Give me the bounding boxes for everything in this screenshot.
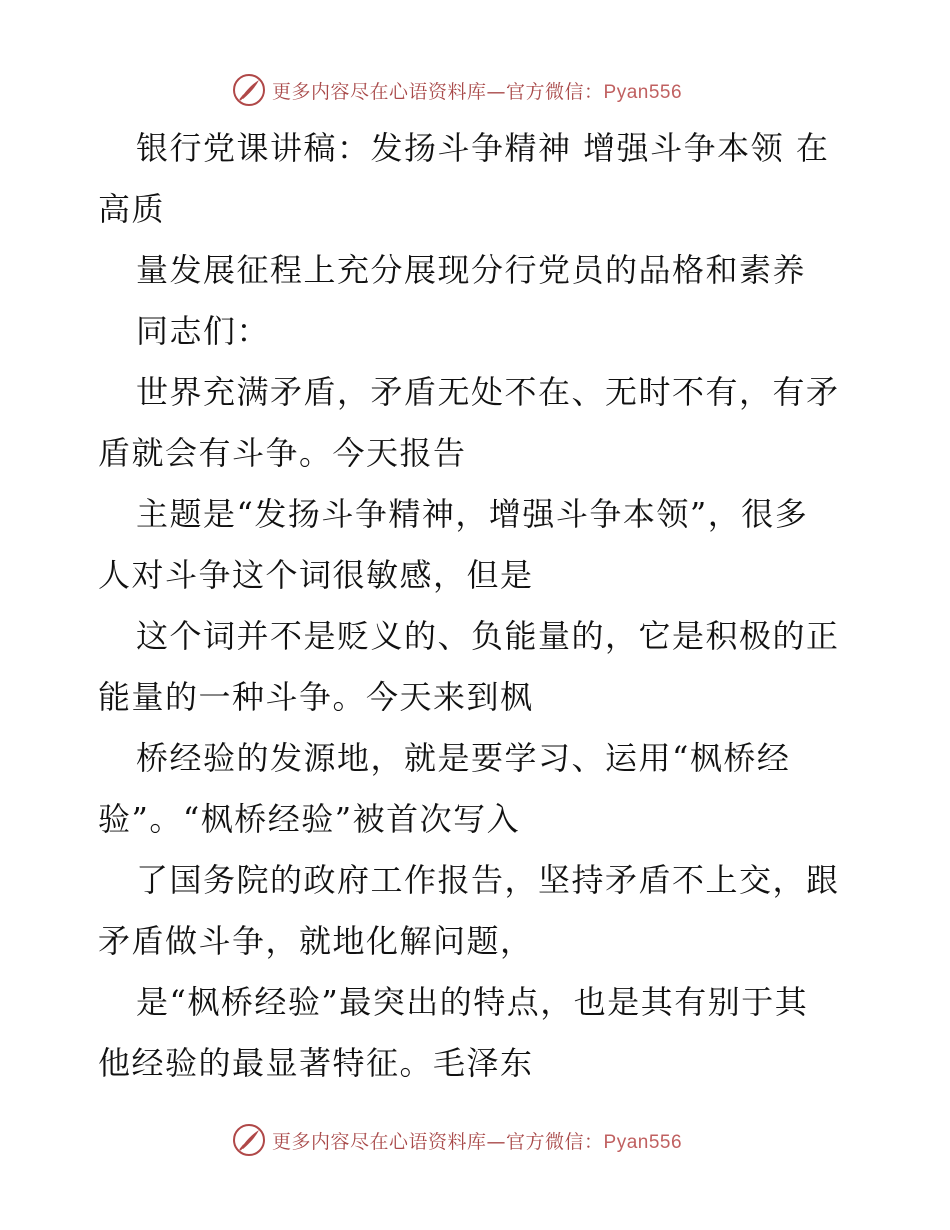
- watermark-wechat-id: Pyan556: [603, 1131, 683, 1153]
- watermark-label: 官方微信：: [506, 80, 604, 103]
- watermark-text: [272, 77, 682, 104]
- text-line: 银行党课讲稿：发扬斗争精神 增强斗争本领 在: [136, 129, 830, 167]
- text-line: 是“枫桥经验”最突出的特点，也是其有别于其: [136, 983, 809, 1021]
- text-line: 高质: [98, 190, 166, 228]
- text-line: 能量的一种斗争。今天来到枫: [98, 678, 534, 716]
- text-line: 世界充满矛盾，矛盾无处不在、无时不有，有矛: [136, 373, 840, 411]
- text-line: 他经验的最显著特征。毛泽东: [98, 1044, 534, 1082]
- watermark-separator: —: [486, 80, 507, 103]
- watermark-text: [272, 1127, 682, 1154]
- text-line: 了国务院的政府工作报告，坚持矛盾不上交，跟: [136, 861, 840, 899]
- quill-logo-icon: [232, 73, 266, 107]
- text-line: 验”。“枫桥经验”被首次写入: [98, 800, 521, 838]
- text-line: 盾就会有斗争。今天报告: [98, 434, 467, 472]
- text-line: 桥经验的发源地，就是要学习、运用“枫桥经: [136, 739, 791, 777]
- watermark-site-name: 更多内容尽在心语资料库: [272, 1130, 487, 1153]
- watermark-footer: [232, 1123, 732, 1157]
- text-line: 量发展征程上充分展现分行党员的品格和素养: [136, 251, 807, 289]
- text-line: 矛盾做斗争，就地化解问题，: [98, 922, 534, 960]
- text-line: 人对斗争这个词很敏感，但是: [98, 556, 534, 594]
- watermark-label: 官方微信：: [506, 1130, 604, 1153]
- document-body: [98, 118, 858, 1094]
- text-line: 同志们：: [136, 312, 271, 350]
- text-line: 这个词并不是贬义的、负能量的，它是积极的正: [136, 617, 840, 655]
- watermark-header: [232, 73, 732, 107]
- watermark-wechat-id: Pyan556: [603, 81, 683, 103]
- text-line: 主题是“发扬斗争精神，增强斗争本领”，很多: [136, 495, 809, 533]
- watermark-site-name: 更多内容尽在心语资料库: [272, 80, 487, 103]
- watermark-separator: —: [486, 1130, 507, 1153]
- quill-logo-icon: [232, 1123, 266, 1157]
